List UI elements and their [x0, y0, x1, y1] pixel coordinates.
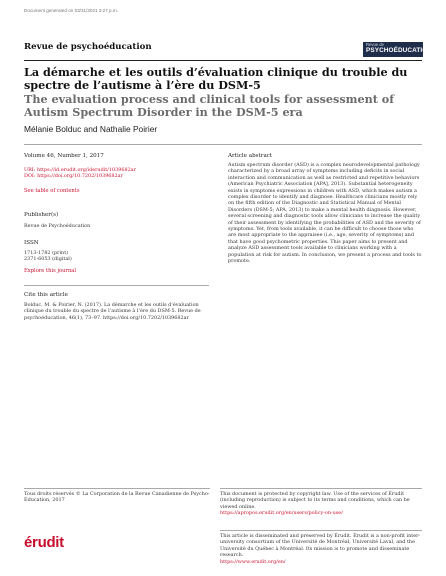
uri-link[interactable]: URI: https://id.erudit.org/iderudit/1039682ar	[24, 167, 136, 173]
footer-divider-left	[24, 488, 210, 489]
footer-divider-right	[220, 488, 422, 489]
abstract-label: Article abstract	[228, 153, 273, 159]
usage-policy-link[interactable]: https://apropos.erudit.org/en/users/policy-on-use/	[220, 510, 343, 517]
header-divider	[24, 60, 422, 61]
table-of-contents-link[interactable]: See table of contents	[24, 188, 80, 194]
journal-logo[interactable]	[363, 42, 433, 57]
cite-divider	[24, 285, 209, 286]
issn-label: ISSN	[24, 240, 39, 246]
logo-line-2: PSYCHOÉDUCATION	[366, 47, 433, 55]
erudit-link[interactable]: https://www.erudit.org/en/	[220, 558, 286, 565]
abstract-text: Autism spectrum disorder (ASD) is a complex neurodevelopmental pathology characterized by a broad array of symptoms including deficits in social interaction and communication as well as restricted and repetitive behaviors (American Psychiatric Association [APA], 2013). Substantial heterogeneity exists in symptoms expressions in children with ASD, which makes autism a complex disorder to identify and diagnose. Healthcare clinicians mostly rely on the fifth edition of the Diagnostic and Statistical Manual of Mental Disorders (DSM-5; APA, 2013) to make a mental health diagnosis. However, several screening and diagnostic tools allow clinicians to increase the quality of their assessment by identifying the probabilities of ASD and the severity of symptoms. Yet, from tools available, it can be difficult to choose those who are most appropriate to the appraisee (i.e., age, severity of symptoms) and that have good psychometric properties. This paper aims to present and analyze ASD assessment tools available to clinicians working with a population at risk for autism. In conclusion, we present a process and tools to promote.	[228, 162, 422, 265]
dissemination-notice	[220, 533, 422, 565]
article-title-fr: La démarche et les outils d’évaluation clinique du trouble du spectre de l’autisme à l’ère du DSM-5	[24, 65, 408, 92]
dissemination-text: This article is disseminated and preserved by Érudit. Érudit is a non-profit inter-university consortium of the Université de Montréal, Université Laval, and the Université du Québec à Montréal. Its mission is to promote and disseminate research.	[220, 533, 421, 559]
authors-divider	[24, 144, 422, 145]
issn-print: 1713-1782 (print)	[24, 250, 69, 256]
authors: Mélanie Bolduc and Nathalie Poirier	[24, 124, 158, 134]
erudit-logo[interactable]: érudit	[24, 534, 64, 551]
usage-notice-text: This document is protected by copyright law. Use of the services of Érudit (including reproduction) is subject to its terms and conditions, which can be viewed online.	[220, 491, 410, 510]
volume-info: Volume 46, Number 1, 2017	[24, 153, 104, 159]
citation-text: Bolduc, M. & Poirier, N. (2017). La démarche et les outils d’évaluation clinique du trouble du spectre de l’autisme à l’ère du DSM-5. Revue de psychoéducation, 46(1), 73–97. https://doi.org/10.7202/1039682ar	[24, 302, 201, 321]
logo-line-1: Revue de	[366, 42, 384, 47]
publisher-label: Publisher(s)	[24, 212, 59, 218]
issn-digital: 2371-6053 (digital)	[24, 256, 72, 263]
cite-label: Cite this article	[24, 292, 68, 298]
usage-notice	[220, 491, 422, 517]
dissemination-divider	[220, 530, 422, 531]
copyright-notice: Tous droits réservés © La Corporation de la Revue Canadienne de Psycho-Éducation, 2017	[24, 491, 210, 504]
publisher-name: Revue de Psychoéducation	[24, 223, 91, 229]
journal-title: Revue de psychoéducation	[24, 42, 152, 52]
generated-note: Document generated on 03/31/2021 3:27 p.m.	[24, 8, 118, 13]
explore-journal-link[interactable]: Explore this journal	[24, 268, 77, 274]
article-title-en: The evaluation process and clinical tools for assessment of Autism Spectrum Disorder in the DSM-5 era	[24, 92, 395, 119]
identifiers	[24, 167, 136, 180]
doi-link[interactable]: DOI: https://doi.org/10.7202/1039682ar	[24, 173, 123, 180]
issn-values	[24, 250, 72, 263]
